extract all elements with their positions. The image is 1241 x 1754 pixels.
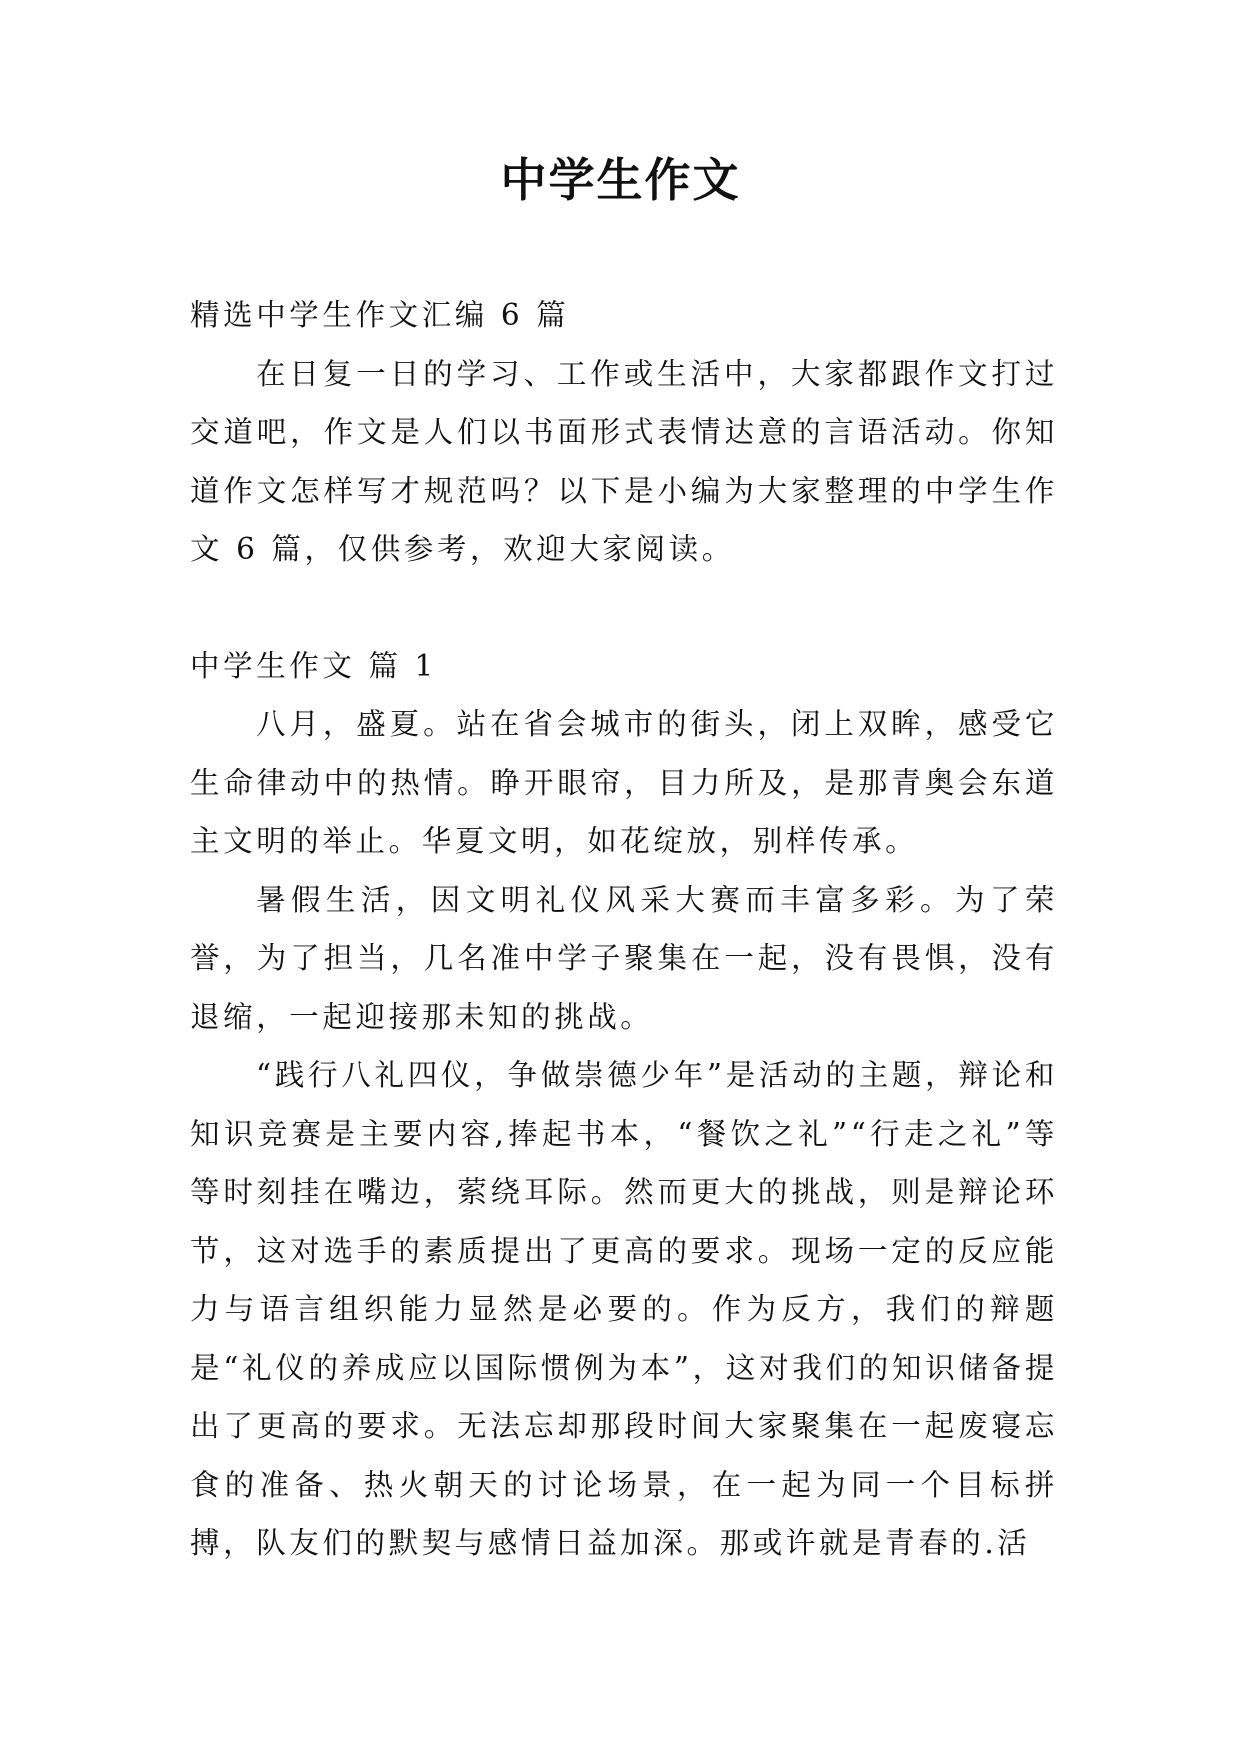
section-spacer <box>190 579 1058 637</box>
section-heading: 中学生作文 篇 1 <box>190 648 437 683</box>
section-paragraph-3: “践行八礼四仪，争做崇德少年”是活动的主题，辩论和知识竞赛是主要内容,捧起书本，“餐饮之礼”“行走之礼”等等时刻挂在嘴边，萦绕耳际。然而更大的挑战，则是辩论环节，这对选手的素质提出了更高的要求。现场一定的反应能力与语言组织能力显然是必要的。作为反方，我们的辩题是“礼仪的养成应以国际惯例为本”，这对我们的知识储备提出了更高的要求。无法忘却那段时间大家聚集在一起废寝忘食的准备、热火朝天的讨论场景，在一起为同一个目标拼搏，队友们的默契与感情日益加深。那或许就是青春的.活 <box>190 1058 1058 1560</box>
intro-paragraph: 在日复一日的学习、工作或生活中，大家都跟作文打过交道吧，作文是人们以书面形式表情达意的言语活动。你知道作文怎样写才规范吗？以下是小编为大家整理的中学生作文 6 篇，仅供参考，欢迎大家阅读。 <box>190 356 1058 566</box>
document-subtitle: 精选中学生作文汇编 6 篇 <box>190 298 570 332</box>
document-title: 中学生作文 <box>500 153 741 207</box>
section-paragraph-2: 暑假生活，因文明礼仪风采大赛而丰富多彩。为了荣誉，为了担当，几名准中学子聚集在一起，没有畏惧，没有退缩，一起迎接那未知的挑战。 <box>190 882 1058 1034</box>
section-paragraph-1: 八月，盛夏。站在省会城市的街头，闭上双眸，感受它生命律动中的热情。睁开眼帘，目力所及，是那青奥会东道主文明的举止。华夏文明，如花绽放，别样传承。 <box>190 707 1058 858</box>
document-body <box>190 286 1058 1573</box>
